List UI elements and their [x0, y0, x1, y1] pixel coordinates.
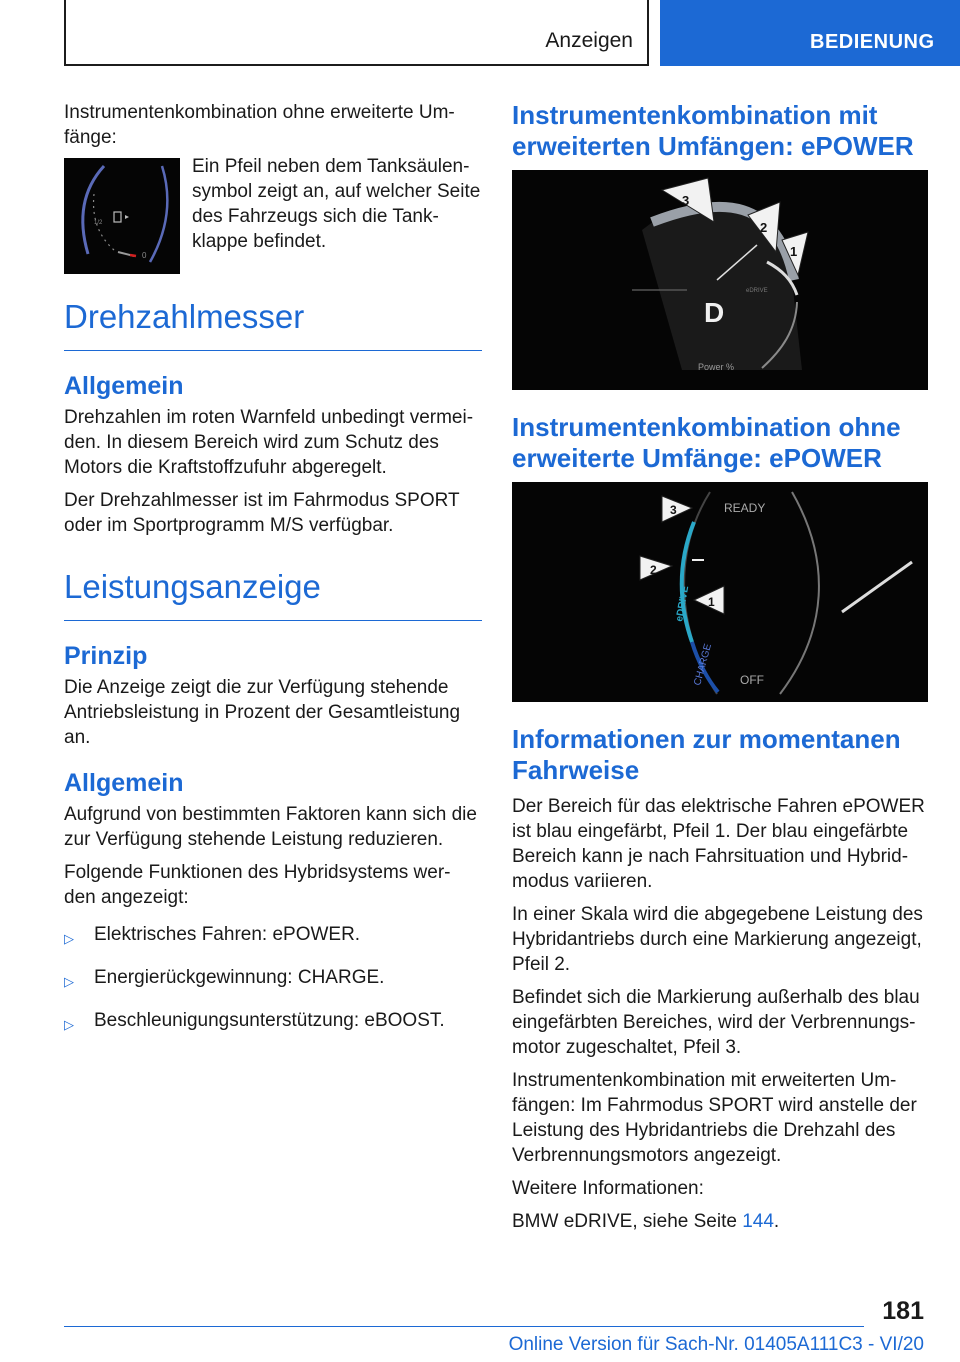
fahrweise-text-1: Der Bereich für das elektrische Fahren ePOWER ist blau eingefärbt, Pfeil 1. Der blau eingefärbte Bereich kann je nach Fahrsituation und Hybrid-modus variieren.	[512, 796, 925, 892]
fuel-figure-row	[64, 158, 482, 274]
fuel-figure-caption: Ein Pfeil neben dem Tanksäulen-symbol zeigt an, auf welcher Seite des Fahrzeugs sich die Tank-klappe befindet.	[192, 156, 481, 252]
leistung-text-2: Folgende Funktionen des Hybridsystems wer-den angezeigt:	[64, 862, 451, 908]
footer-version: Online Version für Sach-Nr. 01405A111C3 - VI/20	[508, 1334, 924, 1355]
fuel-gauge-figure	[64, 158, 180, 274]
off-label: OFF	[740, 673, 764, 687]
fahrweise-text-2: In einer Skala wird die abgegebene Leistung des Hybridantriebs durch eine Markierung angezeigt, Pfeil 2.	[512, 904, 923, 975]
ready-label: READY	[724, 501, 766, 515]
page-link-144[interactable]: 144	[742, 1211, 774, 1232]
triangle-bullet-icon: ▷	[64, 974, 74, 989]
prinzip-text: Die Anzeige zeigt die zur Verfügung stehende Antriebsleistung in Prozent der Gesamtleistung an.	[64, 677, 461, 748]
svg-text:2: 2	[650, 563, 657, 577]
leistungsanzeige-heading: Leistungsanzeige	[64, 568, 482, 621]
prinzip-heading: Prinzip	[64, 642, 148, 670]
list-item: ▷ Beschleunigungsunterstützung: eBOOST.	[64, 1008, 482, 1037]
triangle-bullet-icon: ▷	[64, 1017, 74, 1032]
svg-text:3: 3	[670, 503, 677, 517]
svg-text:1: 1	[790, 244, 798, 259]
edrive-label: eDRIVE	[746, 288, 768, 294]
fahrweise-text-3: Befindet sich die Markierung außerhalb des blau eingefärbten Bereiches, wird der Verbrennungs-motor zugeschaltet, Pfeil 3.	[512, 987, 920, 1058]
page-number: 181	[882, 1297, 924, 1325]
svg-text:2: 2	[760, 220, 768, 235]
triangle-bullet-icon: ▷	[64, 931, 74, 946]
epower-basic-figure	[512, 482, 928, 702]
epower-extended-figure	[512, 170, 928, 390]
header-section-title: Anzeigen	[545, 29, 633, 52]
hybrid-functions-list	[64, 922, 482, 1037]
header-chapter-label: BEDIENUNG	[810, 31, 935, 53]
fahrweise-text-4: Instrumentenkombination mit erweiterten Um-fängen: Im Fahrmodus SPORT wird anstelle der Leistung des Hybridantriebs die Drehzahl des Verbrennungsmotors angezeigt.	[512, 1070, 917, 1166]
intro-text: Instrumentenkombination ohne erweiterte Um-fänge:	[64, 102, 455, 148]
fuel-label-zero: 0	[142, 251, 147, 260]
list-item: ▷ Energierückgewinnung: CHARGE.	[64, 965, 482, 994]
leistung-allgemein-heading: Allgemein	[64, 769, 184, 797]
svg-text:3: 3	[682, 193, 690, 208]
right-column	[512, 100, 928, 1242]
drehzahl-allgemein-heading: Allgemein	[64, 372, 184, 400]
more-info-label: Weitere Informationen:	[512, 1178, 704, 1199]
epower-extended-heading: Instrumentenkombination mit erweiterten Umfängen: ePOWER	[512, 100, 914, 161]
drehzahlmesser-heading: Drehzahlmesser	[64, 298, 482, 351]
charge-scale-label: CHARGE	[692, 642, 714, 687]
header-chapter-tab[interactable]	[660, 0, 960, 66]
header-section-box	[64, 0, 649, 66]
edrive-scale-label: eDRIVE	[674, 585, 692, 623]
fahrweise-heading: Informationen zur momentanen Fahrweise	[512, 724, 901, 785]
epower-basic-heading: Instrumentenkombination ohne erweiterte Umfänge: ePOWER	[512, 412, 901, 473]
fuel-label-half: 1/2	[94, 220, 103, 226]
power-percent-label: Power %	[698, 362, 735, 372]
footer-divider	[64, 1326, 864, 1327]
list-item: ▷ Elektrisches Fahren: ePOWER.	[64, 922, 482, 951]
see-page-reference: BMW eDRIVE, siehe Seite 144.	[512, 1211, 780, 1232]
svg-text:1: 1	[708, 595, 715, 609]
left-column	[64, 100, 482, 1051]
leistung-text-1: Aufgrund von bestimmten Faktoren kann sich die zur Verfügung stehende Leistung reduzieren.	[64, 804, 477, 850]
drehzahl-text-1: Drehzahlen im roten Warnfeld unbedingt vermei-den. In diesem Bereich wird zum Schutz des Motors die Kraftstoffzufuhr abgeregelt.	[64, 407, 474, 478]
drehzahl-text-2: Der Drehzahlmesser ist im Fahrmodus SPORT oder im Sportprogramm M/S verfügbar.	[64, 490, 460, 536]
gear-indicator: D	[704, 297, 725, 328]
